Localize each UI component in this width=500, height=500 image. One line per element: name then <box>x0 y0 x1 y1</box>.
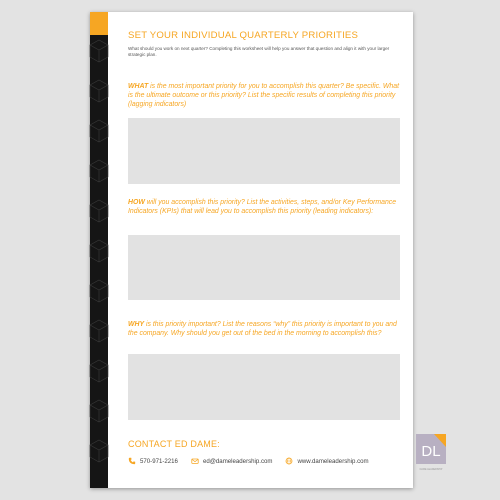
question-what <box>128 82 399 109</box>
logo-fine-print: DAME LEADERSHIP <box>419 468 443 471</box>
email-address: ed@dameleadership.com <box>202 457 273 465</box>
question-text: is this priority important? List the reasons “why” this priority is important to you and the company. Why should you get out of the bed in the morning to accomplish this? <box>128 321 397 338</box>
question-keyword: WHAT <box>128 83 149 90</box>
answer-box-why[interactable] <box>128 354 400 420</box>
question-how <box>128 198 399 216</box>
sidebar-accent <box>90 12 108 35</box>
logo-mark <box>416 434 446 471</box>
dame-leadership-logo <box>416 434 446 471</box>
worksheet-page <box>90 12 443 488</box>
contact-heading: CONTACT ED DAME: <box>128 439 220 449</box>
question-why <box>128 320 399 338</box>
question-text: is the most important priority for you to accomplish this quarter? Be specific. What is the ultimate outcome or this priority? List the specific results of completing this priority (lagging indicators) <box>128 83 399 109</box>
email-icon <box>191 457 199 465</box>
logo-letters: DL <box>421 443 441 460</box>
question-text: will you accomplish this priority? List the activities, steps, and/or Key Performance Indicators (KPIs) that will lead you to accomplish this priority (leading indicators): <box>128 199 397 216</box>
contact-phone[interactable] <box>128 457 178 465</box>
intro-text: What should you work on next quarter? Completing this worksheet will help you answer that question and align it with your larger strategic plan. <box>128 46 390 58</box>
page-title: SET YOUR INDIVIDUAL QUARTERLY PRIORITIES <box>128 30 359 41</box>
website-url: www.dameleadership.com <box>297 457 369 465</box>
cube-pattern <box>90 35 108 488</box>
phone-number: 570-971-2216 <box>140 457 178 465</box>
phone-icon <box>128 457 136 465</box>
contact-website[interactable] <box>285 457 368 465</box>
answer-box-how[interactable] <box>128 235 400 300</box>
answer-box-what[interactable] <box>128 118 400 184</box>
globe-icon <box>285 457 293 465</box>
contact-row <box>128 457 369 465</box>
contact-email[interactable] <box>191 457 273 465</box>
sidebar-band <box>90 12 108 488</box>
question-keyword: HOW <box>128 199 145 206</box>
question-keyword: WHY <box>128 321 145 328</box>
